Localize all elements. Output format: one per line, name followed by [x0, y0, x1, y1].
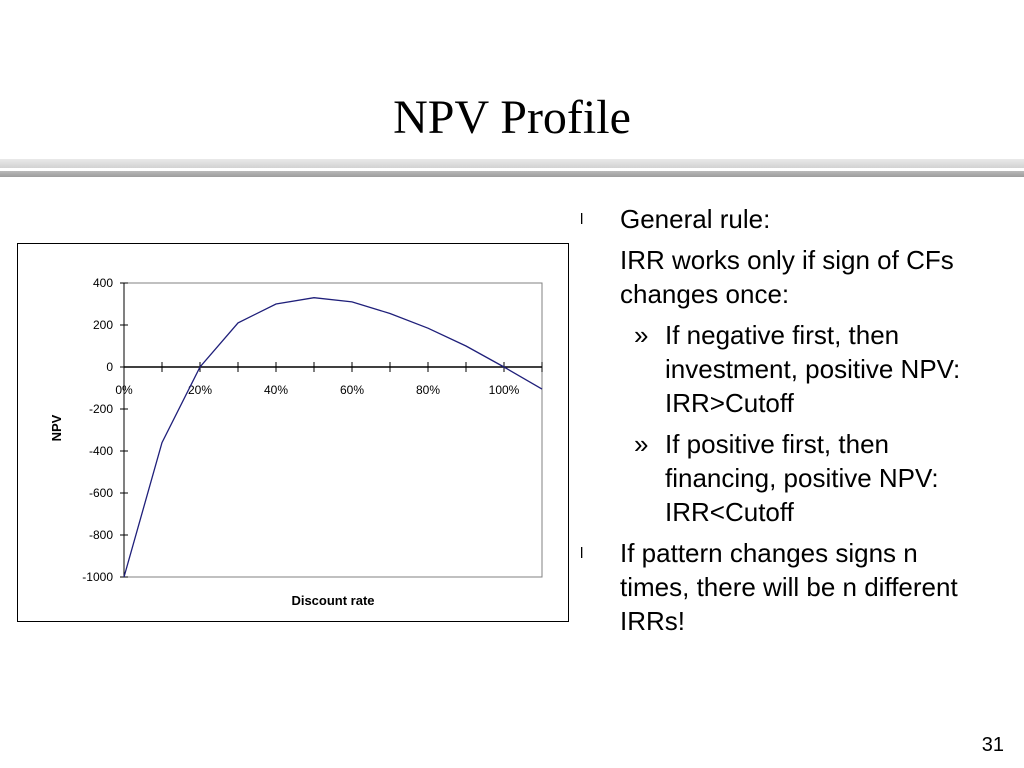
npv-chart — [18, 244, 568, 621]
sub-bullet-text: IRR>Cutoff — [665, 388, 794, 418]
y-tick-label: 200 — [92, 318, 113, 332]
y-axis-label: NPV — [49, 414, 64, 442]
y-tick-label: -800 — [88, 528, 113, 542]
title-divider-light — [0, 159, 1024, 168]
y-tick-label: -400 — [88, 444, 113, 458]
bullet-text: General rule: — [620, 204, 771, 234]
sub-bullet-marker: » — [634, 429, 649, 459]
sub-bullet-marker: » — [634, 320, 649, 350]
y-tick-label: -1000 — [82, 570, 113, 584]
sub-bullet-text: investment, positive NPV: — [665, 354, 961, 384]
bullet-text: If pattern changes signs n — [620, 538, 918, 568]
bullet-item-pattern — [580, 536, 1010, 638]
x-tick-label: 80% — [415, 383, 441, 397]
sub-bullet-investment — [580, 318, 1010, 420]
sub-bullet-financing — [580, 427, 1010, 529]
sub-bullet-text: financing, positive NPV: — [665, 463, 939, 493]
x-tick-label: 100% — [488, 383, 520, 397]
bullet-text: changes once: — [620, 279, 790, 309]
bullet-marker: l — [580, 545, 584, 562]
npv-series-line — [124, 298, 542, 577]
bullet-list — [580, 202, 1010, 638]
bullet-item-general-rule — [580, 202, 1010, 311]
x-tick-label: 40% — [263, 383, 289, 397]
slide-number: 31 — [981, 734, 1004, 756]
y-tick-label: -600 — [88, 486, 113, 500]
x-tick-label: 60% — [339, 383, 365, 397]
x-tick-label: 0% — [115, 383, 133, 397]
bullet-text: IRR works only if sign of CFs — [620, 245, 954, 275]
slide-title: NPV Profile — [393, 91, 631, 144]
sub-bullet-text: IRR<Cutoff — [665, 497, 794, 527]
y-tick-label: 0 — [106, 360, 113, 374]
sub-bullet-text: If positive first, then — [665, 429, 889, 459]
plot-area — [124, 283, 542, 577]
bullet-text: times, there will be n different — [620, 572, 958, 602]
y-tick-label: -200 — [88, 402, 113, 416]
chart-frame — [17, 243, 569, 622]
sub-bullet-text: If negative first, then — [665, 320, 900, 350]
title-divider-dark — [0, 171, 1024, 177]
bullet-marker: l — [580, 211, 584, 228]
bullet-text: IRRs! — [620, 606, 685, 636]
x-axis-label: Discount rate — [291, 593, 375, 608]
y-tick-label: 400 — [92, 276, 113, 290]
x-tick-label: 20% — [187, 383, 213, 397]
